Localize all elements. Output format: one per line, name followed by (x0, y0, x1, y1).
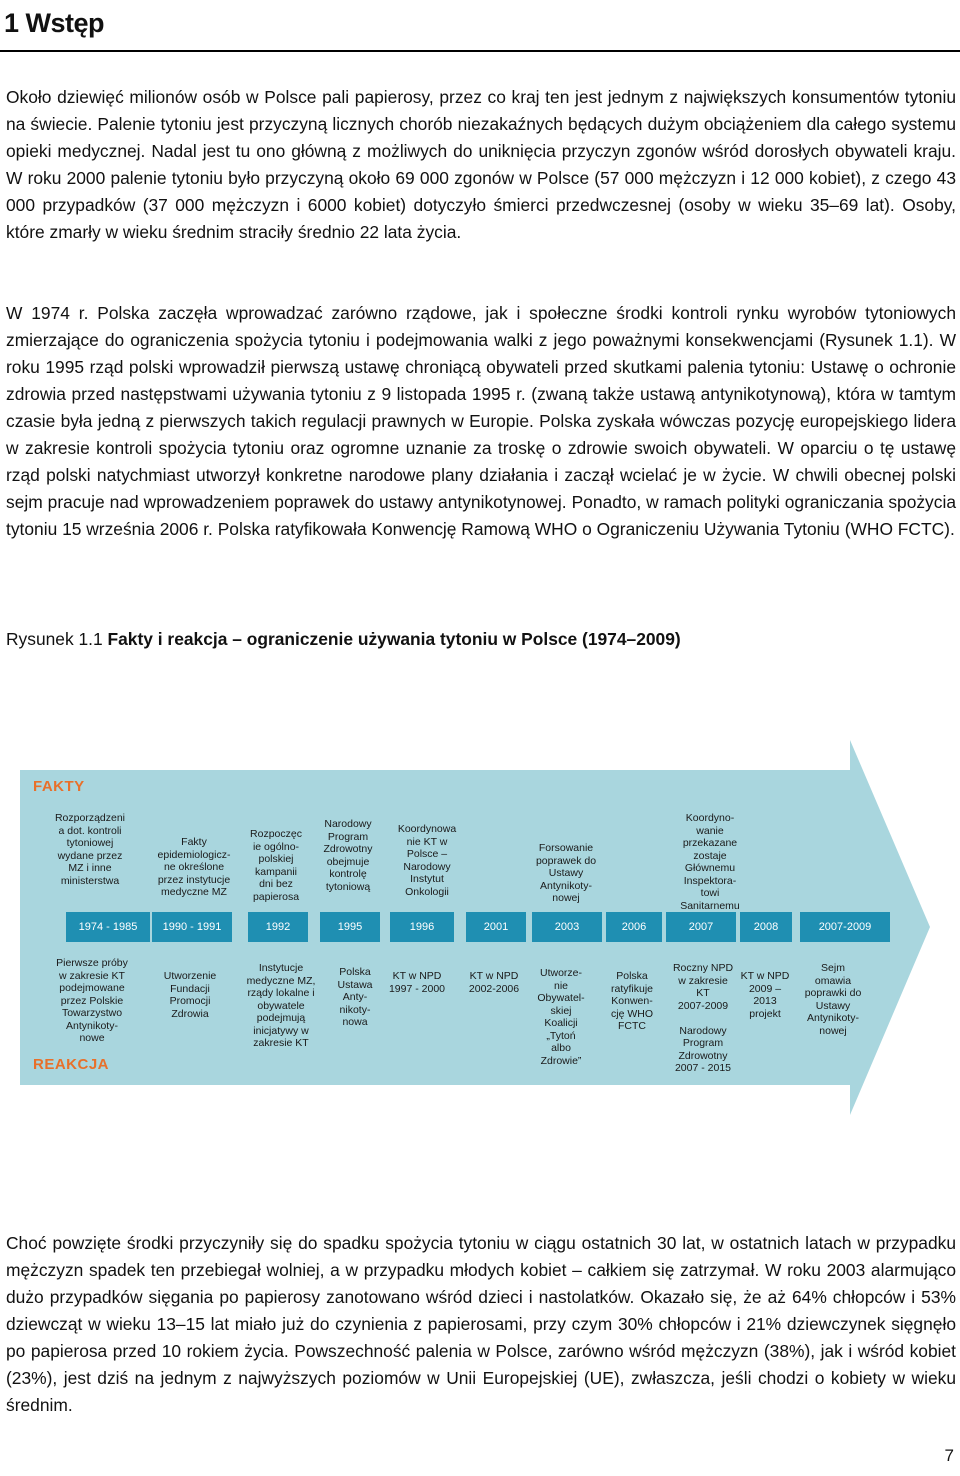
caption-prefix: Rysunek 1.1 (6, 629, 108, 649)
year-label: 2007-2009 (818, 921, 872, 933)
paragraph-history: W 1974 r. Polska zaczęła wprowadzać zarówno rządowe, jak i społeczne środki kontroli rynku wyrobów tytoniowych zmierzające do ograniczenia spożycia tytoniu i podejmowania walki z jego poważnymi konsekwencjami (Rysunek 1.1). W roku 1995 rząd polski wprowadził pierwszą ustawę chroniącą obywateli przed skutkami palenia tytoniu: Ustawę o ochronie zdrowia przed następstwami używania tytoniu z 9 listopada 1995 r. (zwaną także ustawą antynikotynową), która w tamtym czasie była jedną z pierwszych takich regulacji prawnych w Europie. Polska zyskała wówczas pozycję europejskiego lidera w zakresie kontroli spożycia tytoniu oraz ogromne uznanie za troskę o zdrowie swoich obywateli. W oparciu o tę ustawę rząd polski natychmiast utworzył konkretne narodowe plany działania i zaczął wcielać je w życie. W chwili obecnej polski sejm pracuje nad wprowadzeniem poprawek do ustawy antynikotynowej. Ponadto, w ramach polityki ograniczania spożycia tytoniu 15 września 2006 r. Polska ratyfikowała Konwencję Ramową WHO o Ograniczeniu Używania Tytoniu (WHO FCTC). (6, 303, 956, 539)
response-item: Roczny NPD w zakresie KT 2007-2009 Narodowy Program Zdrowotny 2007 - 2015 (672, 962, 734, 1074)
response-item: Sejm omawia poprawki do Ustawy Antynikoty- nowej (804, 962, 862, 1037)
year-label: 2003 (554, 921, 580, 933)
year-label: 1974 - 1985 (78, 921, 138, 933)
paragraph-intro: Około dziewięć milionów osób w Polsce pali papierosy, przez co kraj ten jest jednym z największych konsumentów tytoniu na świecie. Palenie tytoniu jest przyczyną licznych chorób niezakaźnych będących dużym obciążeniem dla całego systemu opieki medycznej. Nadal jest tu ono główną z możliwych do uniknięcia przyczyn zgonów wśród dorosłych obywateli kraju. W roku 2000 palenie tytoniu było przyczyną około 69 000 zgonów w Polsce (57 000 mężczyzn i 12 000 kobiet), z czego 43 000 przypadków (37 000 mężczyzn i 6000 kobiet) dotyczyło śmierci przedwczesnej (osoby w wieku 35–69 lat). Osoby, które zmarły w wieku średnim straciły średnio 22 lata życia. (6, 87, 956, 242)
response-item: Polska Ustawa Anty- nikoty- nowa (337, 966, 373, 1028)
heading-rule (0, 50, 960, 52)
caption-title: Fakty i reakcja – ograniczenie używania tytoniu w Polsce (1974–2009) (107, 629, 681, 649)
page-number: 7 (944, 1446, 954, 1465)
response-item: Instytucje medyczne MZ, rządy lokalne i obywatele podejmują inicjatywy w zakresie KT (246, 962, 316, 1049)
year-label: 1995 (337, 921, 363, 933)
year-label: 2007 (688, 921, 714, 933)
year-label: 1996 (409, 921, 435, 933)
fact-item: Koordynowa nie KT w Polsce – Narodowy Instytut Onkologii (397, 823, 457, 898)
section-heading: 1 Wstęp (4, 8, 105, 38)
response-item: KT w NPD 2009 – 2013 projekt (740, 970, 790, 1020)
year-label: 2006 (621, 921, 647, 933)
year-label: 2001 (483, 921, 509, 933)
response-item: Pierwsze próby w zakresie KT podejmowane przez Polskie Towarzystwo Antynikoty- nowe (56, 957, 128, 1044)
facts-response-diagram (0, 730, 960, 1130)
figure-caption (6, 626, 956, 653)
response-item: KT w NPD 1997 - 2000 (388, 970, 446, 995)
reakcja-label: REAKCJA (33, 1056, 110, 1073)
response-item: Utworze- nie Obywatel- skiej Koalicji „Tytoń albo Zdrowie” (537, 967, 585, 1067)
fact-item: Fakty epidemiologicz- ne określone przez instytucje medyczne MZ (157, 836, 231, 898)
fact-item: Rozpoczęc ie ogólno- polskiej kampanii dni bez papierosa (250, 828, 302, 903)
response-item: Utworzenie Fundacji Promocji Zdrowia (163, 970, 217, 1020)
fact-item: Koordyno- wanie przekazane zostaje Głównemu Inspektora- towi Sanitarnemu (680, 812, 740, 912)
fact-item: Narodowy Program Zdrowotny obejmuje kontrolę tytoniową (323, 818, 373, 893)
fakty-label: FAKTY (33, 778, 85, 795)
response-item: KT w NPD 2002-2006 (468, 970, 520, 995)
year-label: 2008 (753, 921, 779, 933)
response-item: Polska ratyfikuje Konwen- cję WHO FCTC (610, 970, 653, 1032)
fact-item: Forsowanie poprawek do Ustawy Antynikoty- nowej (535, 842, 597, 904)
paragraph-trends: Choć powzięte środki przyczyniły się do spadku spożycia tytoniu w ciągu ostatnich 30 lat, w ostatnich latach w przypadku mężczyzn spadek ten przebiegał wolniej, a w przypadku młodych kobiet – całkiem się zatrzymał. W roku 2003 alarmująco dużo przypadków sięgania po papierosy zanotowano wśród dzieci i nastolatków. Okazało się, że aż 64% chłopców i 53% dziewcząt w wieku 13–15 lat miało już do czynienia z papierosami, przy czym 30% chłopców i 21% dziewczynek sięgnęło po papierosa przed 10 rokiem życia. Powszechność palenia w Polsce, zarówno wśród mężczyzn (38%), jak i wśród kobiet (23%), jest dziś na jednym z najwyższych poziomów w Unii Europejskiej (UE), zwłaszcza, jeśli chodzi o kobiety w wieku średnim. (6, 1233, 956, 1415)
year-label: 1992 (265, 921, 291, 933)
fact-item: Rozporządzeni a dot. kontroli tytoniowej wydane przez MZ i inne ministerstwa (54, 812, 126, 887)
year-label: 1990 - 1991 (162, 921, 222, 933)
